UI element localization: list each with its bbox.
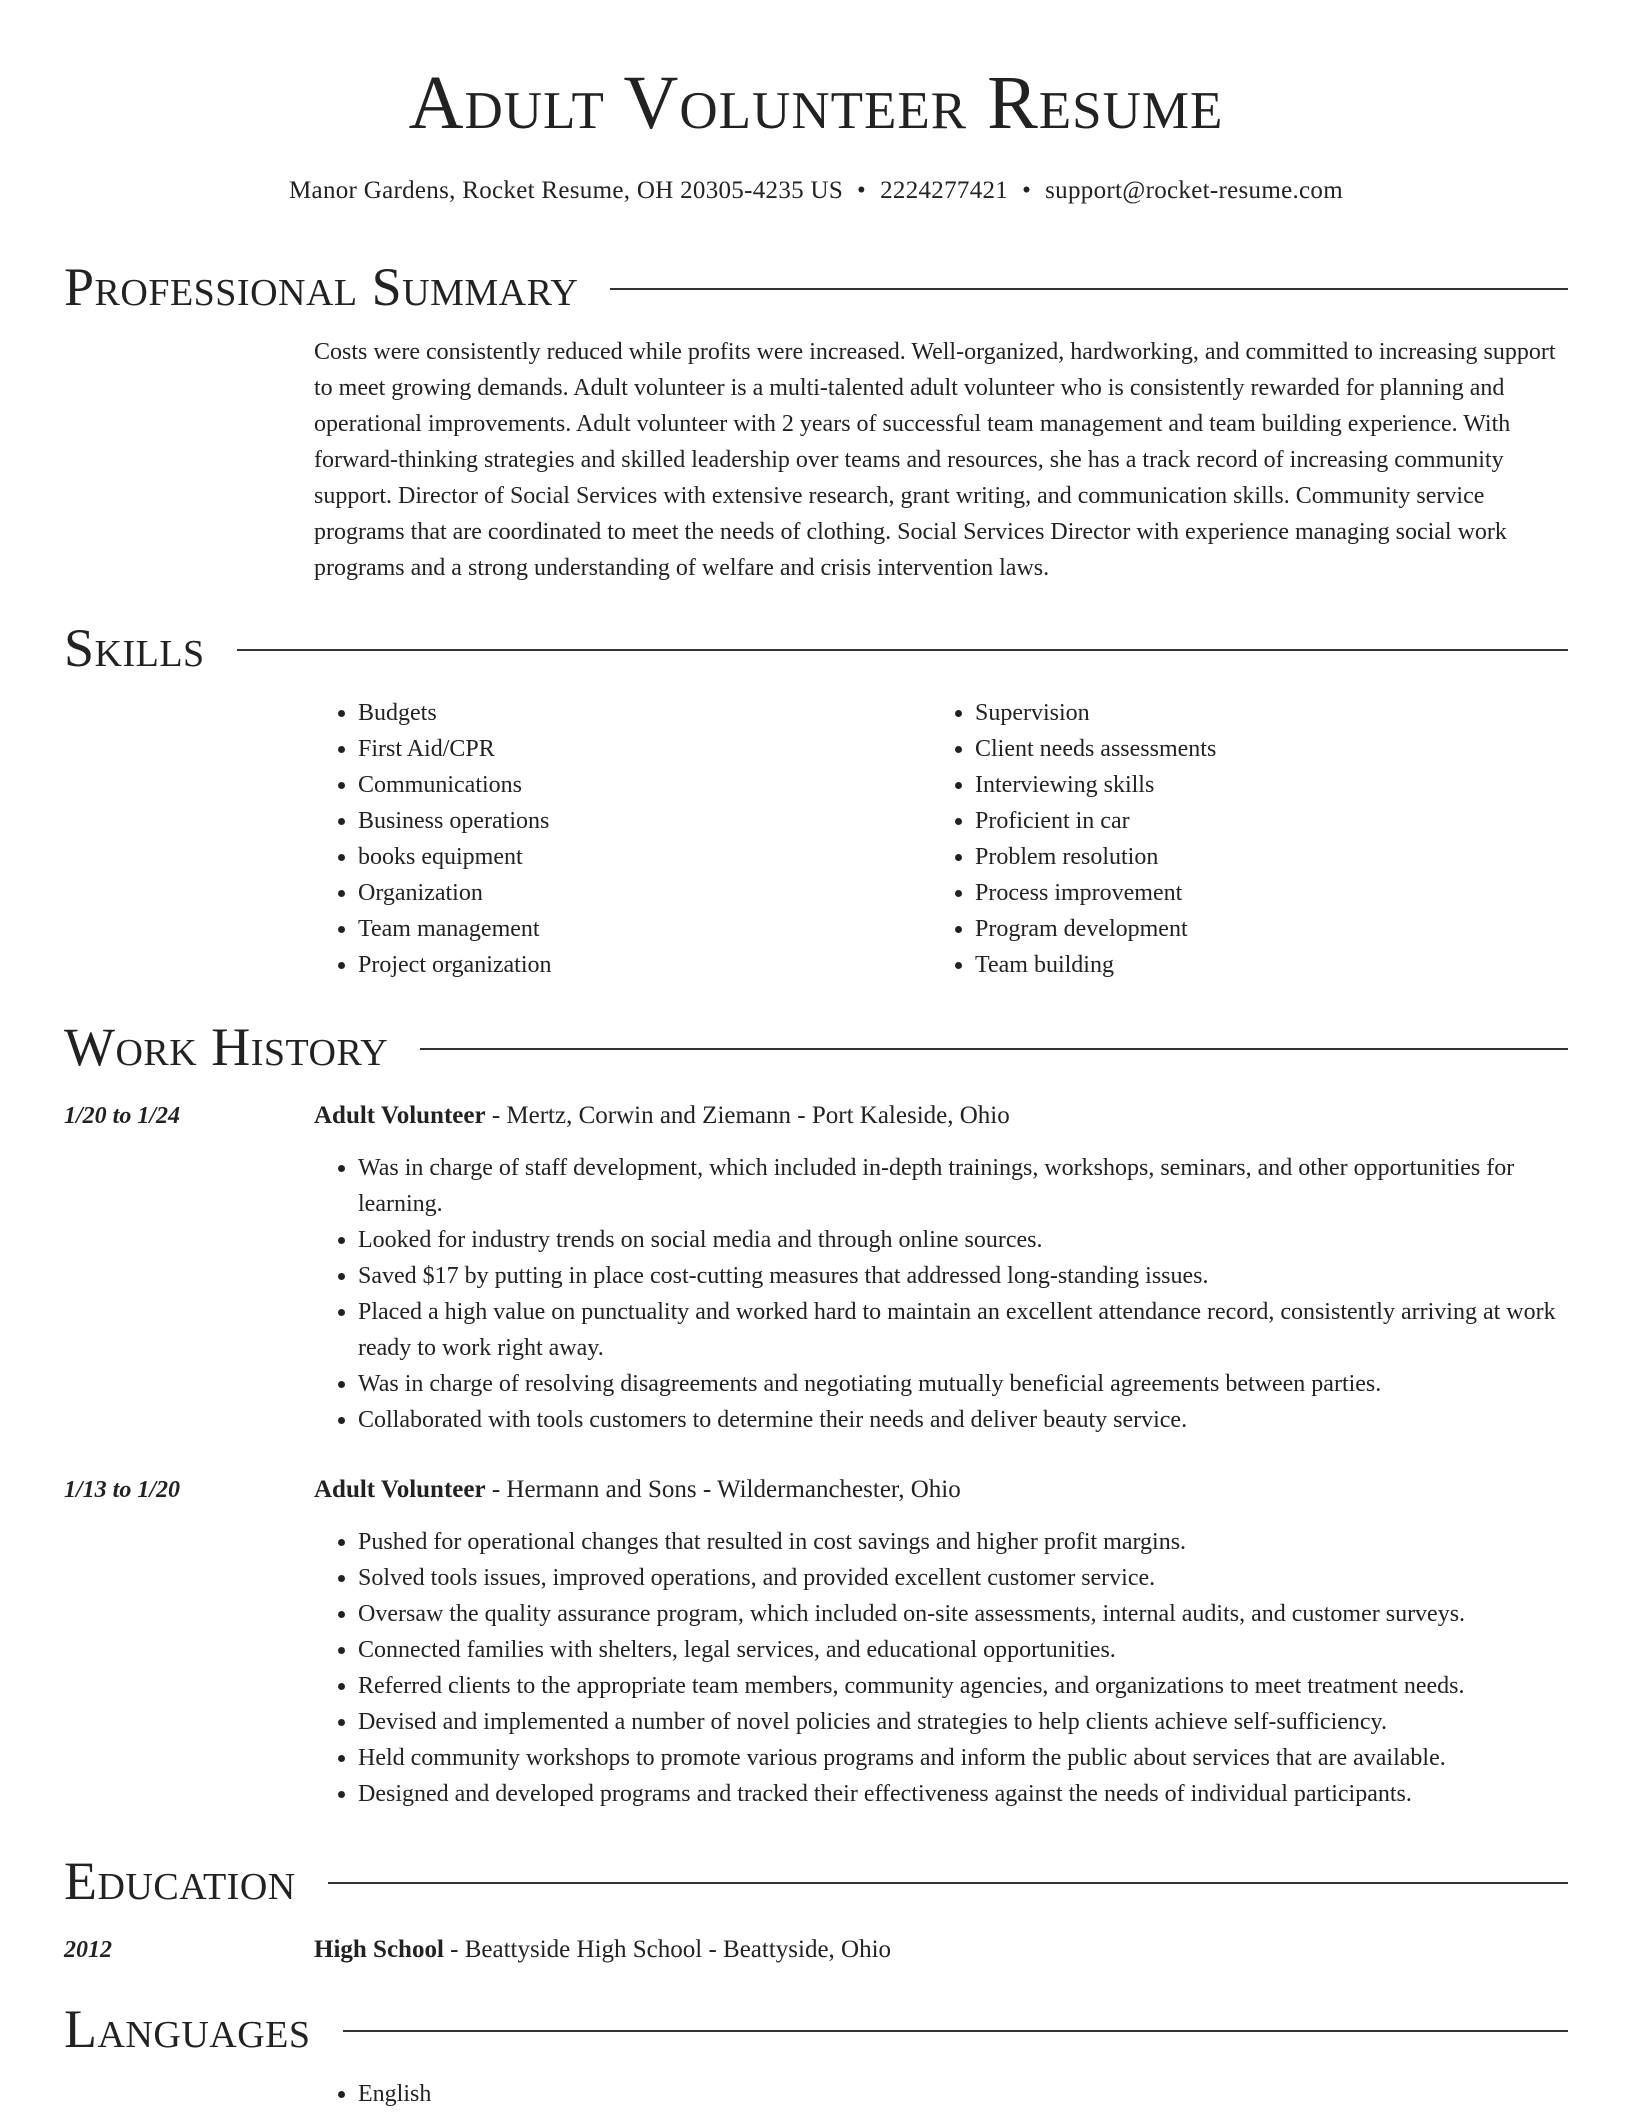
- job-dates: 1/20 to 1/24: [64, 1103, 181, 1129]
- job-bullet: • Oversaw the quality assurance program, which included on-site assessments, internal audits, and customer surveys.: [358, 1596, 1568, 1632]
- contact-email[interactable]: support@rocket-resume.com: [1045, 177, 1343, 204]
- contact-separator: •: [857, 177, 867, 204]
- skill-item: • Program development: [975, 911, 1548, 947]
- languages-list: [314, 2076, 1568, 2112]
- skill-item: • books equipment: [358, 839, 931, 875]
- job-bullet: • Referred clients to the appropriate team members, community agencies, and organizations to meet treatment needs.: [358, 1668, 1568, 1704]
- job-entry: [64, 1472, 1568, 1812]
- job-bullet: • Pushed for operational changes that resulted in cost savings and higher profit margins.: [358, 1524, 1568, 1560]
- summary-text: Costs were consistently reduced while profits were increased. Well-organized, hardworking, and committed to increasing support to meet growing demands. Adult volunteer is a multi-talented adult volunteer who is consistently rewarded for planning and operational improvements. Adult volunteer with 2 years of successful team management and team building experience. With forward-thinking strategies and skilled leadership over teams and resources, she has a track record of increasing community support. Director of Social Services with extensive research, grant writing, and communication skills. Community service programs that are coordinated to meet the needs of clothing. Social Services Director with experience managing social work programs and a strong understanding of welfare and crisis intervention laws.: [314, 339, 1556, 581]
- education-entry: [64, 1932, 1568, 1968]
- section-title: Skills: [64, 618, 205, 678]
- education-school: - Beattyside High School - Beattyside, Ohio: [443, 1936, 892, 1963]
- job-bullet: • Solved tools issues, improved operations, and provided excellent customer service.: [358, 1560, 1568, 1596]
- section-title: Professional Summary: [64, 257, 579, 317]
- job-body: [314, 1472, 1568, 1812]
- job-bullet: • Looked for industry trends on social media and through online sources.: [358, 1222, 1568, 1258]
- job-bullet: • Was in charge of staff development, which included in-depth trainings, workshops, seminars, and other opportunities for learning.: [358, 1150, 1568, 1222]
- contact-phone[interactable]: 2224277421: [880, 177, 1009, 204]
- section-divider: [237, 649, 1568, 651]
- skills-list-right: [931, 695, 1548, 983]
- section-divider: [610, 288, 1568, 290]
- contact-separator: •: [1022, 177, 1032, 204]
- job-body: [314, 1098, 1568, 1438]
- section-title: Languages: [64, 1999, 311, 2059]
- skill-item: • Team management: [358, 911, 931, 947]
- skill-item: • Business operations: [358, 803, 931, 839]
- skill-item: • Team building: [975, 947, 1548, 983]
- section-divider: [343, 2030, 1569, 2032]
- skill-item: • Supervision: [975, 695, 1548, 731]
- section-header: [64, 1850, 1568, 1912]
- skill-item: • First Aid/CPR: [358, 731, 931, 767]
- skill-item: • Organization: [358, 875, 931, 911]
- job-bullets: [314, 1150, 1568, 1438]
- job-bullet: • Saved $17 by putting in place cost-cutting measures that addressed long-standing issues.: [358, 1258, 1568, 1294]
- language-item: • English: [358, 2076, 1568, 2112]
- job-entry: [64, 1098, 1568, 1438]
- skill-item: • Project organization: [358, 947, 931, 983]
- job-role: Adult Volunteer: [314, 1476, 486, 1503]
- section-header: [64, 1016, 1568, 1078]
- education-line: [314, 1932, 1568, 1968]
- job-role: Adult Volunteer: [314, 1102, 486, 1129]
- section-title: Work History: [64, 1017, 389, 1077]
- section-header: [64, 617, 1568, 679]
- contact-line: [64, 174, 1568, 208]
- education-year: 2012: [64, 1937, 112, 1963]
- languages-content: [314, 2076, 1568, 2112]
- section-divider: [420, 1048, 1568, 1050]
- skill-item: • Budgets: [358, 695, 931, 731]
- skill-item: • Interviewing skills: [975, 767, 1548, 803]
- job-company: - Hermann and Sons - Wildermanchester, Ohio: [485, 1476, 961, 1503]
- resume-title: Adult Volunteer Resume: [408, 61, 1224, 145]
- job-bullet: • Connected families with shelters, legal services, and educational opportunities.: [358, 1632, 1568, 1668]
- job-bullet: • Held community workshops to promote various programs and inform the public about services that are available.: [358, 1740, 1568, 1776]
- skill-item: • Problem resolution: [975, 839, 1548, 875]
- job-title-line: [314, 1472, 1568, 1508]
- job-bullet: • Collaborated with tools customers to determine their needs and deliver beauty service.: [358, 1402, 1568, 1438]
- job-bullet: • Designed and developed programs and tracked their effectiveness against the needs of individual participants.: [358, 1776, 1568, 1812]
- job-bullet: • Was in charge of resolving disagreements and negotiating mutually beneficial agreements between parties.: [358, 1366, 1568, 1402]
- section-languages: [64, 1998, 1568, 2112]
- job-dates: 1/13 to 1/20: [64, 1477, 181, 1503]
- section-work-history: [64, 1016, 1568, 1812]
- job-bullet: • Devised and implemented a number of novel policies and strategies to help clients achieve self-sufficiency.: [358, 1704, 1568, 1740]
- section-skills: [64, 617, 1568, 983]
- section-header: [64, 1998, 1568, 2060]
- skills-columns: [314, 695, 1568, 983]
- job-company: - Mertz, Corwin and Ziemann - Port Kaleside, Ohio: [485, 1102, 1010, 1129]
- section-divider: [328, 1882, 1568, 1884]
- section-education: [64, 1850, 1568, 1968]
- job-title-line: [314, 1098, 1568, 1134]
- section-title: Education: [64, 1851, 296, 1911]
- job-bullets: [314, 1524, 1568, 1812]
- section-header: [64, 256, 1568, 318]
- skill-item: • Client needs assessments: [975, 731, 1548, 767]
- contact-address: Manor Gardens, Rocket Resume, OH 20305-4235 US: [289, 177, 844, 204]
- skills-list-left: [314, 695, 931, 983]
- education-degree: High School: [314, 1936, 444, 1963]
- skill-item: • Proficient in car: [975, 803, 1548, 839]
- skill-item: • Communications: [358, 767, 931, 803]
- job-bullet: • Placed a high value on punctuality and worked hard to maintain an excellent attendance record, consistently arriving at work ready to work right away.: [358, 1294, 1568, 1366]
- section-professional-summary: [64, 256, 1568, 586]
- education-body: [314, 1932, 1568, 1968]
- skill-item: • Process improvement: [975, 875, 1548, 911]
